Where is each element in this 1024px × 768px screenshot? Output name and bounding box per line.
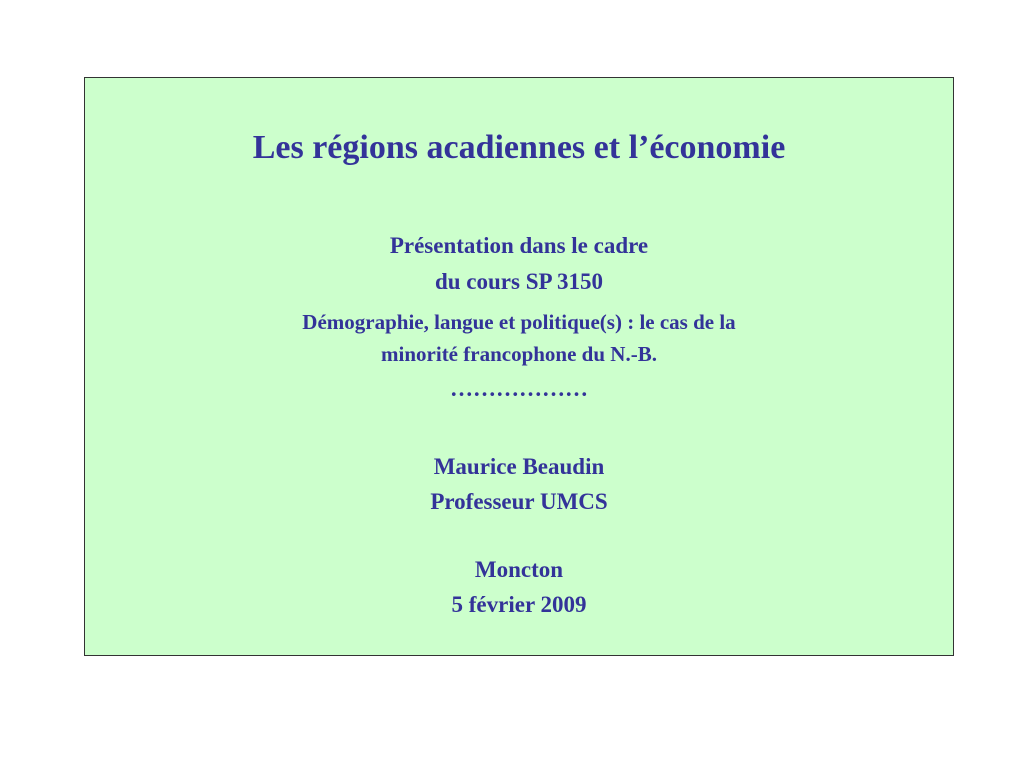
presentation-line-2: du cours SP 3150 <box>434 269 604 294</box>
slide <box>84 77 954 656</box>
separator-dots: ……………… <box>450 376 588 401</box>
author-name: Maurice Beaudin <box>433 454 605 479</box>
author-role: Professeur UMCS <box>430 489 608 514</box>
presentation-line-1: Présentation dans le cadre <box>389 233 649 258</box>
slide-title: Les régions acadiennes et l’économie <box>252 129 786 166</box>
date: 5 février 2009 <box>451 592 587 617</box>
course-title-line-2: minorité francophone du N.-B. <box>381 342 657 366</box>
course-title-line-1: Démographie, langue et politique(s) : le cas de la <box>302 310 736 334</box>
place: Moncton <box>474 557 564 582</box>
